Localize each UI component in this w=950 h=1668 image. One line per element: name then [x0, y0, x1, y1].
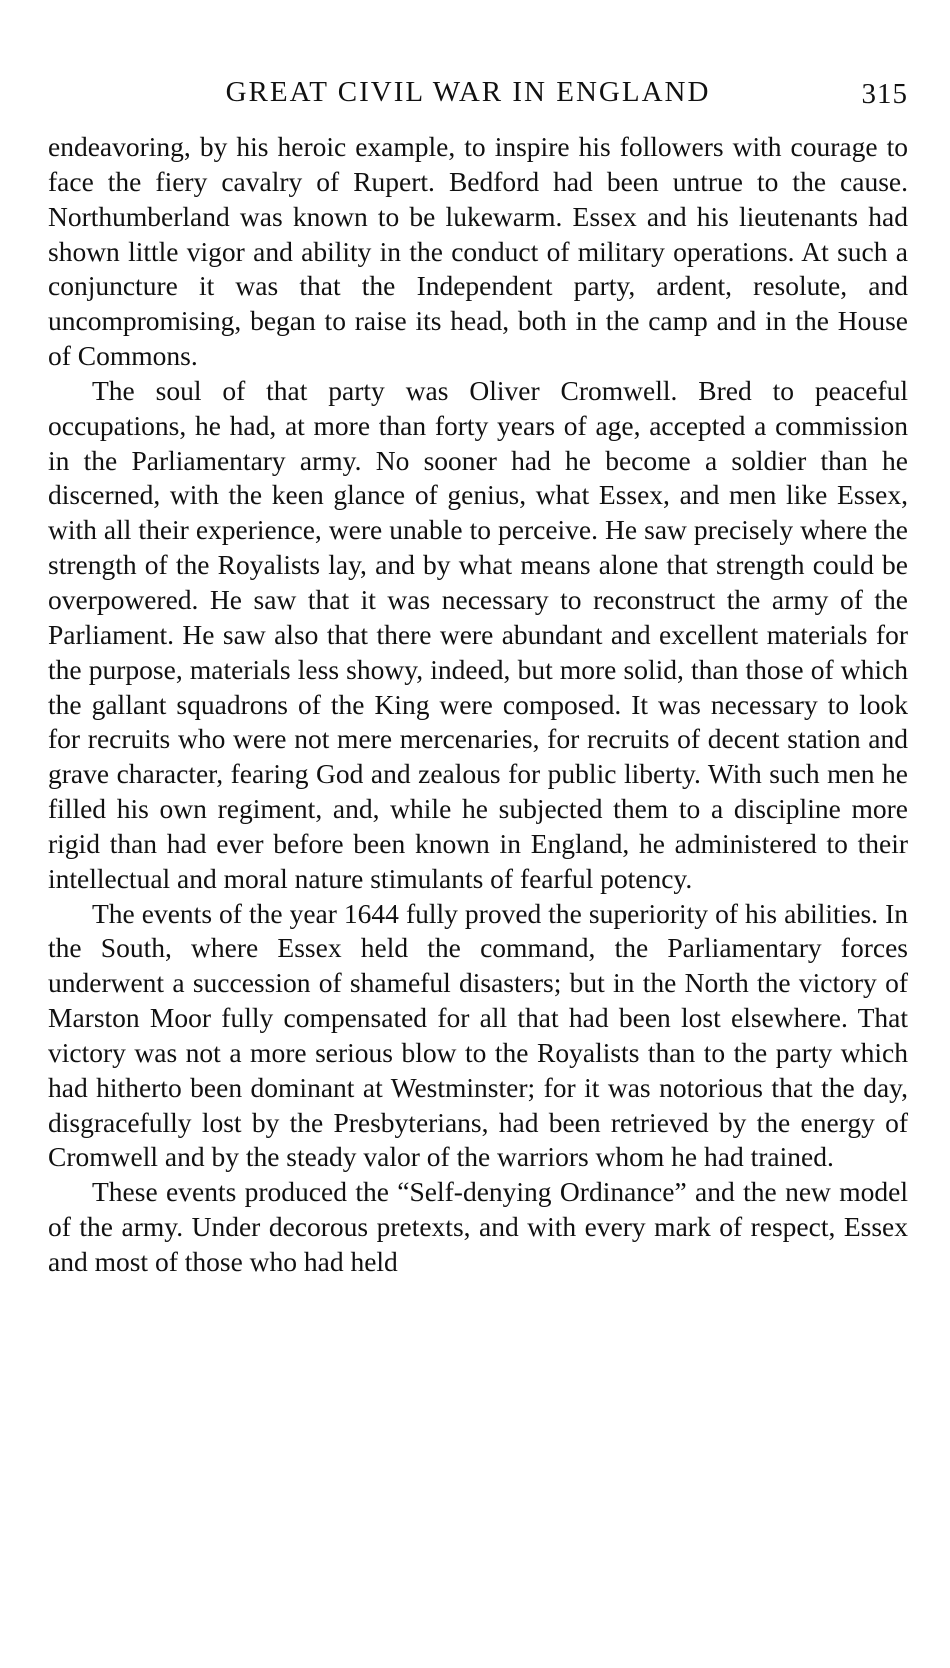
running-title: GREAT CIVIL WAR IN ENGLAND	[225, 76, 711, 108]
paragraph-continued: endeavoring, by his heroic example, to inspire his followers with courage to face the fiery cavalry of Rupert. Bedford had been untrue to the cause. Northumberland was known to be lukewarm. Essex and his lieutenants had shown little vigor and ability in the conduct of military operations. At such a conjuncture it was that the Independent party, ardent, resolute, and uncompromising, began to raise its head, both in the camp and in the House of Commons.	[48, 131, 908, 372]
body-text	[48, 130, 908, 1280]
running-head	[48, 72, 908, 112]
paragraph-cromwell: The soul of that party was Oliver Cromwell. Bred to peaceful occupations, he had, at more than forty years of age, accepted a commission in the Parliamentary army. No sooner had he become a soldier than he discerned, with the keen glance of genius, what Essex, and men like Essex, with all their experience, were unable to perceive. He saw precisely where the strength of the Royalists lay, and by what means alone that strength could be overpowered. He saw that it was necessary to reconstruct the army of the Parliament. He saw also that there were abundant and excellent materials for the purpose, materials less showy, indeed, but more solid, than those of which the gallant squadrons of the King were composed. It was necessary to look for recruits who were not mere mercenaries, for recruits of decent station and grave character, fearing God and zealous for public liberty. With such men he filled his own regiment, and, while he subjected them to a discipline more rigid than had ever before been known in England, he administered to their intellectual and moral nature stimulants of fearful potency.	[48, 374, 908, 894]
paragraph-self-denying-ordinance: These events produced the “Self-denying Ordinance” and the new model of the army. Under decorous pretexts, and with every mark of respect, Essex and most of those who had held	[48, 1176, 908, 1277]
paragraph-events-1644: The events of the year 1644 fully proved the superiority of his abilities. In the South, where Essex held the command, the Parliamentary forces underwent a succession of shameful disasters; but in the North the victory of Marston Moor fully compensated for all that had been lost elsewhere. That victory was not a more serious blow to the Royalists than to the party which had hitherto been dominant at Westminster; for it was notorious that the day, disgracefully lost by the Presbyterians, had been retrieved by the energy of Cromwell and by the steady valor of the warriors whom he had trained.	[48, 897, 908, 1173]
page-number: 315	[861, 78, 908, 110]
